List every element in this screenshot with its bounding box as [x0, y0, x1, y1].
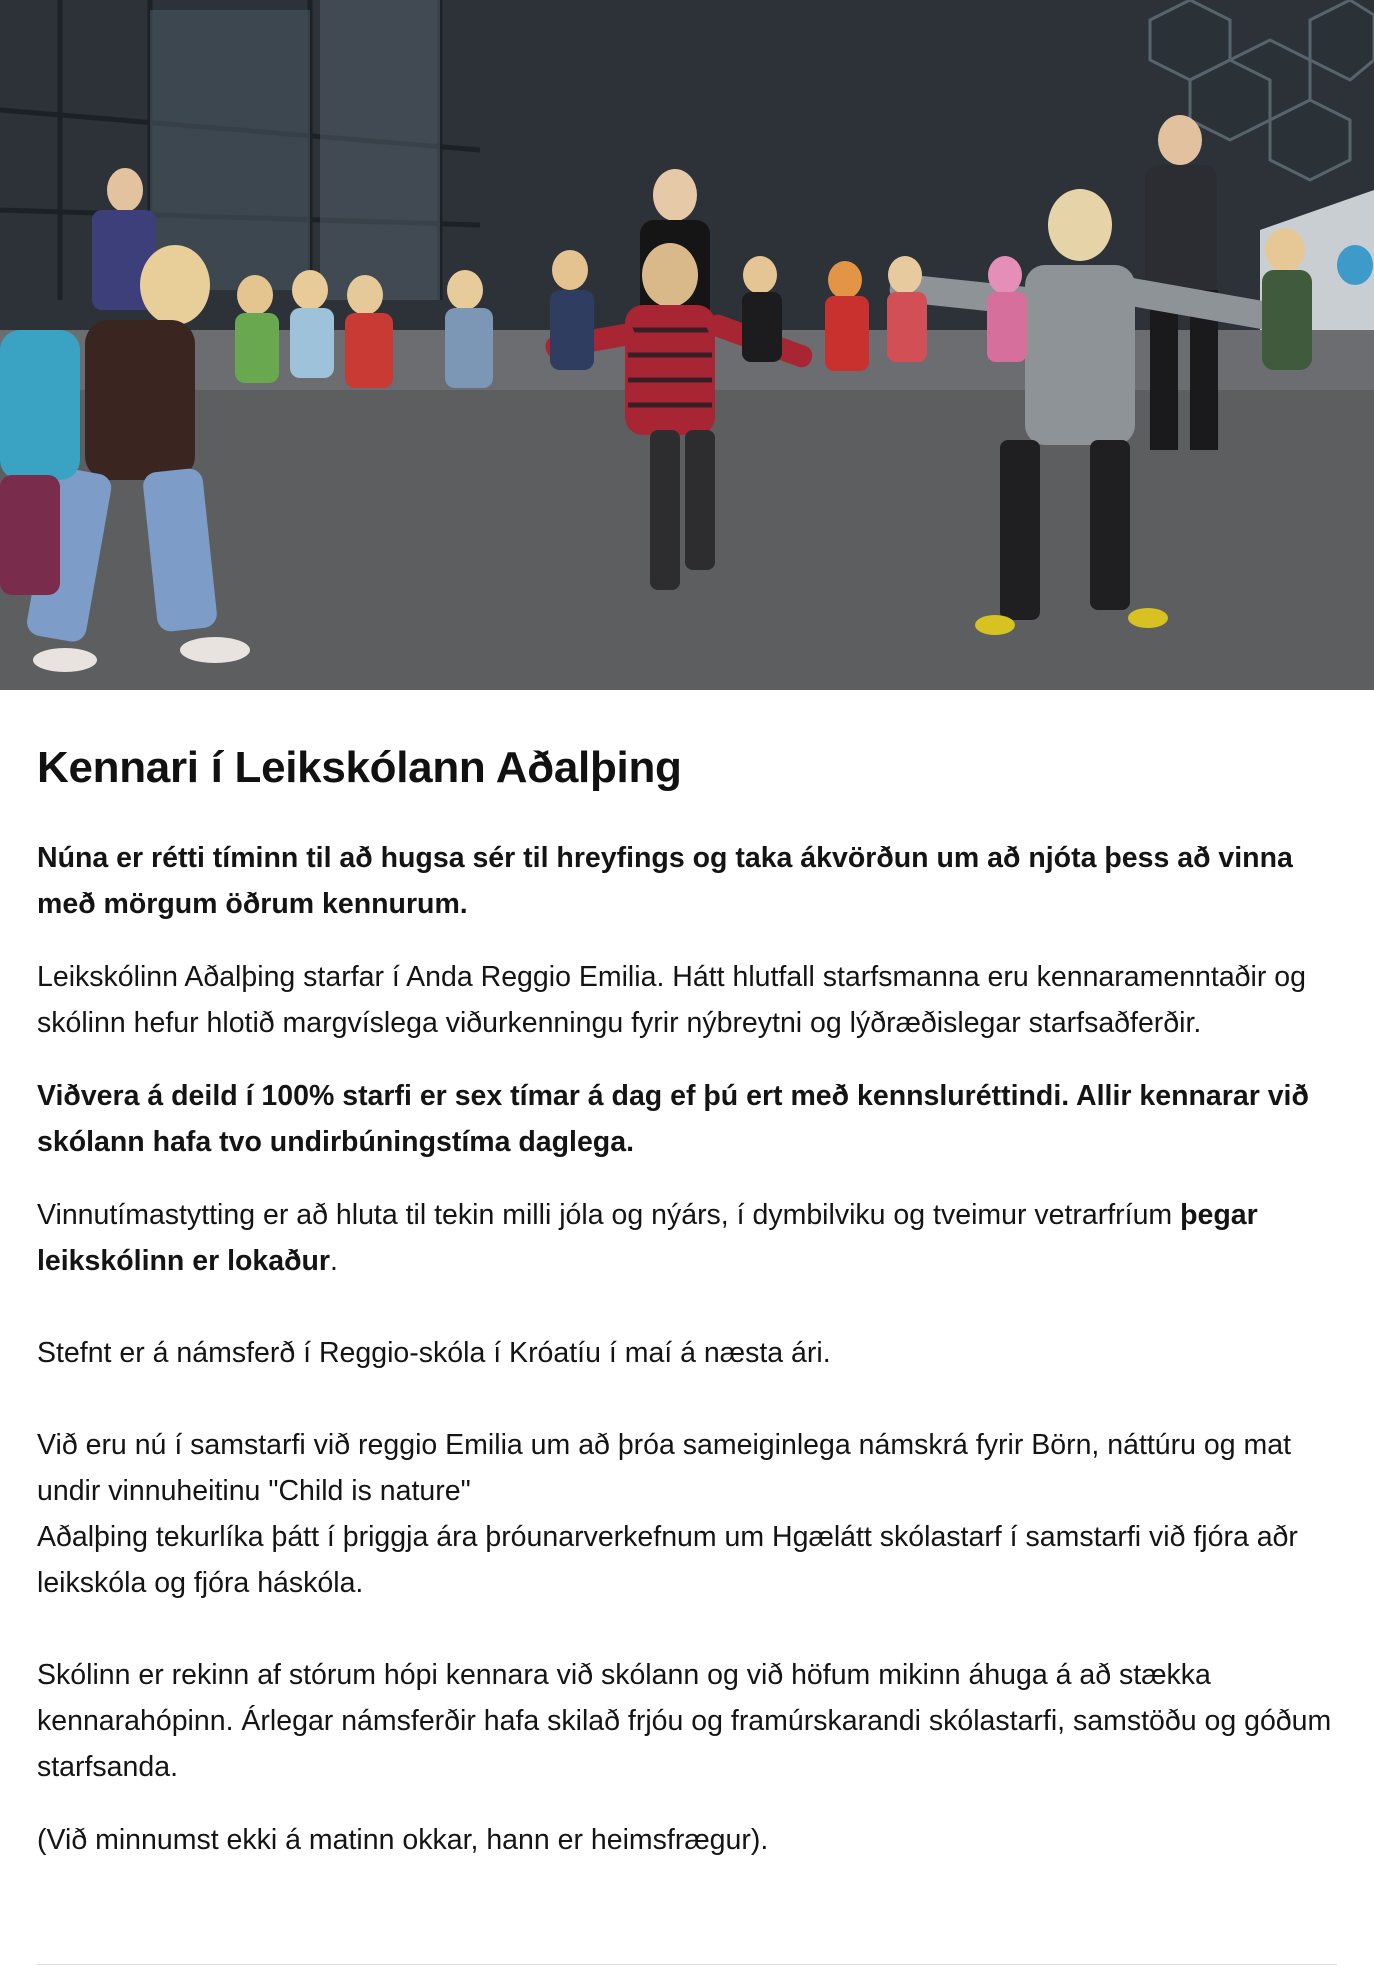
food-paragraph: (Við minnumst ekki á matinn okkar, hann er heimsfrægur). — [37, 1823, 769, 1856]
about-paragraph: Leikskólinn Aðalþing starfar í Anda Reggio Emilia. Hátt hlutfall starfsmanna eru kennaramenntaðir og skólinn hefur hlotið margvíslega viðurkenningu fyrir nýbreytni og lýðræðislegar starfsaðferðir. — [37, 960, 1306, 1039]
team-paragraph: Skólinn er rekinn af stórum hópi kennara við skólann og við höfum mikinn áhuga á að stækka kennarahópinn. Árlegar námsferðir hafa skilað frjóu og framúrskarandi skólastarfi, samstöðu og góðum starfsanda. — [37, 1658, 1332, 1783]
intro-paragraph: Núna er rétti tíminn til að hugsa sér til hreyfings og taka ákvörðun um að njóta þess að vinna með mörgum öðrum kennurum. — [37, 841, 1293, 920]
spacer — [37, 1606, 1337, 1652]
shortened-hours-text: Vinnutímastytting er að hluta til tekin milli jóla og nýárs, í dymbilviku og tveimur vetrarfríum — [37, 1198, 1181, 1231]
study-trip-paragraph: Stefnt er á námsferð í Reggio-skóla í Króatíu í maí á næsta ári. — [37, 1336, 831, 1369]
shortened-hours-bold: þegar leikskólinn er lokaður — [37, 1198, 1258, 1277]
collaboration-paragraph-line2: Aðalþing tekurlíka þátt í þriggja ára þróunarverkefnum um Hgælátt skólastarf í samstarfi við fjóra aðr leikskóla og fjóra háskóla. — [37, 1520, 1298, 1599]
collaboration-paragraph-line1: Við eru nú í samstarfi við reggio Emilia um að þróa sameiginlega námskrá fyrir Börn, náttúru og mat undir vinnuheitinu "Child is nature" — [37, 1428, 1292, 1507]
spacer — [37, 1376, 1337, 1422]
spacer — [37, 1284, 1337, 1330]
hero-image — [0, 0, 1374, 690]
page-title: Kennari í Leikskólann Aðalþing — [37, 743, 682, 792]
shortened-hours-paragraph — [37, 1192, 1337, 1284]
shortened-hours-end: . — [330, 1244, 338, 1277]
article — [37, 742, 1337, 1890]
divider — [37, 1964, 1337, 1965]
working-hours-paragraph: Viðvera á deild í 100% starfi er sex tímar á dag ef þú ert með kennsluréttindi. Allir kennarar við skólann hafa tvo undirbúningstíma daglega. — [37, 1079, 1309, 1158]
hero-photo-illustration — [0, 0, 1374, 690]
